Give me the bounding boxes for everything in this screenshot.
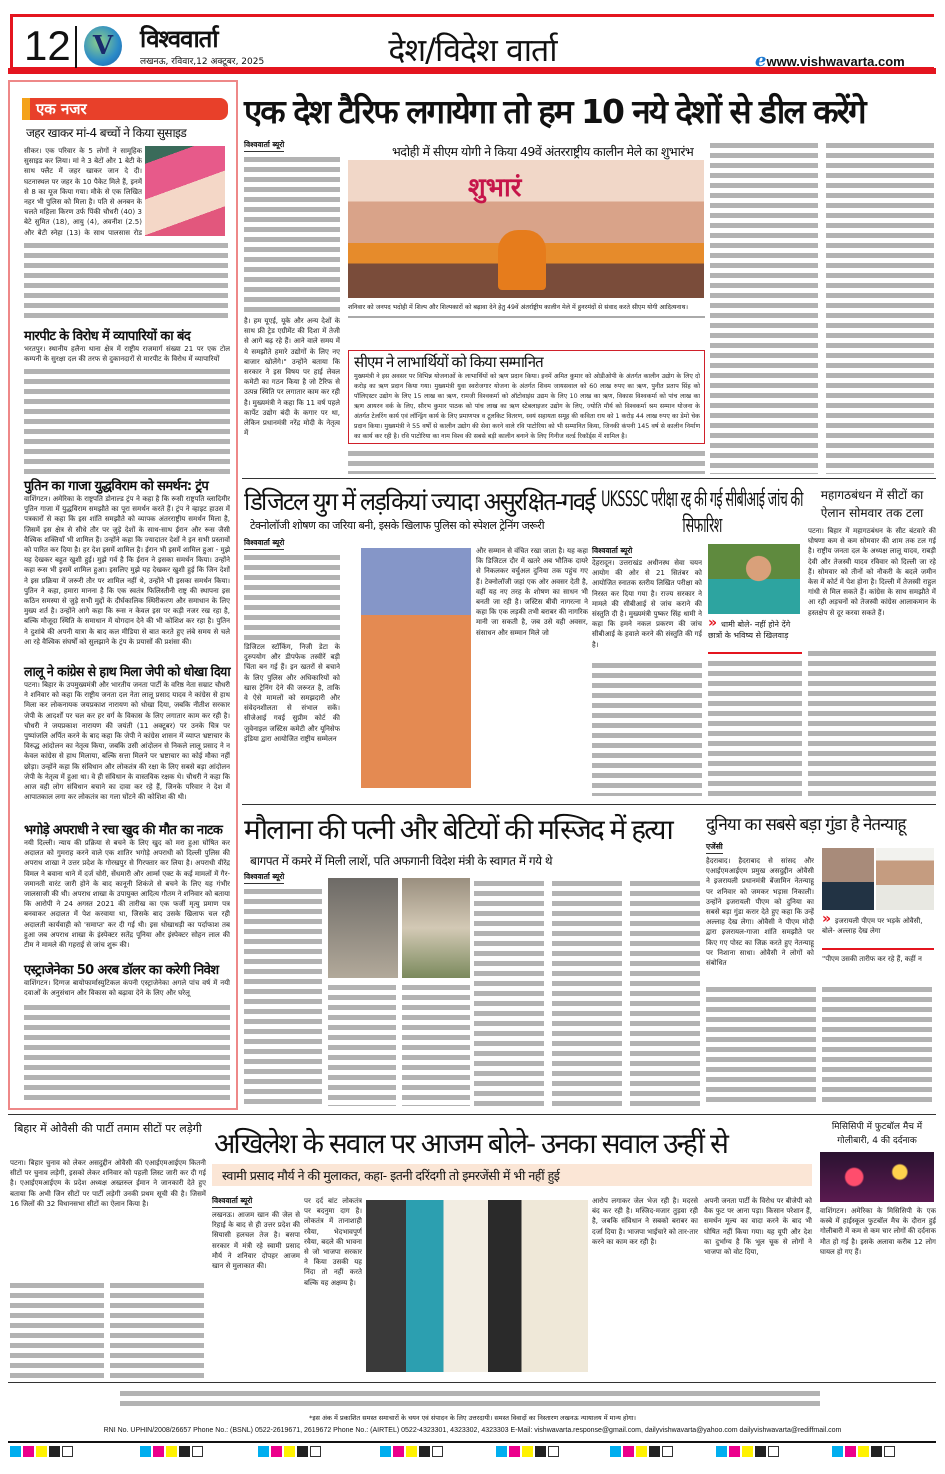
divider (8, 1441, 936, 1443)
divider (242, 804, 936, 805)
color-registration-marks (258, 1446, 321, 1460)
byline: विश्ववार्ता ब्यूरो (244, 872, 284, 884)
section-title: देश/विदेश वार्ता (388, 31, 557, 69)
owaisi-bihar-body: पटना। बिहार चुनाव को लेकर असदुद्दीन ओवैसी की एआईएमआईएम कितनी सीटों पर चुनाव लड़ेगी, इसको लेकर शनिवार को पहली लिस्ट जारी कर दी गई है। एआईएमआईएम के प्रदेश अध्यक्ष अख्तरुल ईमान ने जानकारी देते हुए बताया कि अभी जिन सीटों पर पार्टी लड़ेगी उनकी प्रथम सूची की है। जिसमें 16 जिलों की 32 विधानसभा सीटों का ऐलान किया है। (10, 1159, 206, 1208)
pull-quote (708, 618, 802, 650)
byline: विश्ववार्ता ब्यूरो (244, 538, 284, 550)
cji-gavai-photo (361, 548, 471, 788)
azam-body: पर दर्द बांट लोकतंत्र पर बदनुमा दाग है। लोकतंत्र में तानाशाही रवैया, भेदभावपूर्ण रवैया, बदले की भावना से जो भाजपा सरकार ने किया उसकी यह निंदा तो नहीं करते बल्कि यह अक्षम्य है। (304, 1197, 362, 1287)
mississippi-headline: मिसिसिपी में फुटबॉल मैच में गोलीबारी, 4 की दर्दनाक (831, 1122, 923, 1146)
maulana-body (244, 886, 322, 1106)
color-registration-marks (610, 1446, 673, 1460)
story-body-continued (24, 1002, 230, 1104)
story-body: वाशिंगटन। अमेरिका के राष्ट्रपति डोनाल्ड ट्रंप ने कहा है कि रूसी राष्ट्रपति व्लादिमीर पुतिन गाजा में युद्धविराम समझौते का पूरा समर्थन करते हैं। ट्रंप ने व्हाइट हाउस में पत्रकारों से कहा कि इस शांति समझौते को व्यापक अंतरराष्ट्रीय समर्थन मिला है, जिसमें इस क्षेत्र से सीधे तौर पर जुड़े देशों के साथ-साथ ईरान और रूस जैसी वैश्विक शक्तियाँ भी शामिल हैं। उन्होंने कहा कि ज्यादातर देशों ने इन सभी प्रस्तावों को पारित कर दिया है। हर देश इसमें शामिल है। ईरान भी इसमें शामिल हुआ - मुझे यह देखकर बहुत खुशी हुई। मुझे गर्व है कि ईरान ने इसका समर्थन किया। उन्होंने कहा रूस भी इसमें शामिल हुआ। इसलिए मुझे यह देखकर खुशी हुई कि जिन देशों ने इस प्रक्रिया में जरूरी तौर पर शामिल नहीं थे, उन्होंने भी इसका समर्थन किया। पुतिन ने कहा, हमारा मानना है कि एक स्वतंत्र फिलिस्तीनी राष्ट्र की स्थापना इस कठिन समस्या से जुड़े सभी मुद्दों के दीर्घकालिक स्थिरीकरण और समाधान के लिए मुख्य शर्त है। उन्होंने आगे कहा कि रूस न केवल इस पर कड़ी नजर रख रहा है, बल्कि मौजूदा स्थिति के समाधान में योगदान देने की भी कोशिश कर रहा है। पुतिन ने दुशांबे की अपनी यात्रा के बाद कल मीडिया से बात करते हुए लंबे समय से चले आ रहे वैश्विक संघर्षों को सुलझाने के ट्रंप के प्रयासों की प्रशंसा की। (24, 495, 230, 646)
lead-headline: एक देश टैरिफ लगायेगा तो हम 10 नये देशों से डील करेंगे (244, 92, 865, 131)
ukssc-body (592, 660, 702, 796)
byline: विश्ववार्ता ब्यूरो (592, 546, 632, 558)
ek-nazar-label: एक नजर (22, 98, 228, 120)
color-registration-marks (832, 1446, 895, 1460)
imprint-line (120, 1388, 820, 1406)
police-scene-photo (328, 878, 398, 978)
story-body: सीकर। एक परिवार के 5 लोगों ने सामूहिक सुसाइड कर लिया। मां ने 3 बेटों और 1 बेटी के साथ फ्लैट में जहर खाकर जान दे दी। घटनास्थल पर जहर के 10 पैकेट मिले हैं, इनमें से 8 का यूज किया गया। मौके से एक लिखित नहर भी पुलिस को मिला है। पति से अनबन के चलते महिला किरण उर्फ पिंकी चौधरी (40) 3 बेटे सुमित (18), आयु (4), अवनीश (2.5) और बेटी स्नेहा (13) के साथ पालसास रोड (24, 147, 142, 237)
story-body: भरतपुर। स्थानीय हलैना थाना क्षेत्र में राष्ट्रीय राजमार्ग संख्या 21 पर एक टोल कम्पनी के सुरक्षा दल की तरफ से दुकानदारों से मारपीट के विरोध में व्यापारियों (24, 345, 230, 364)
color-registration-marks (380, 1446, 443, 1460)
mississippi-body: वाशिंगटन। अमेरिका के मिसिसिपी के एक कस्बे में हाईस्कूल फुटबॉल मैच के दौरान हुई गोलीबारी में कम से कम चार लोगों की दर्दनाक मौत हो गई है। इसके अलावा करीब 12 लोग घायल हो गए हैं। (820, 1207, 936, 1256)
divider (348, 316, 705, 318)
dateline: लखनऊ, रविवार,12 अक्टूबर, 2025 (140, 57, 265, 67)
maulana-body (474, 878, 700, 1106)
mahagathbandhan-body (808, 648, 936, 796)
cm-dhami-photo (708, 544, 800, 614)
netanyahu-body: हैदराबाद। हैदराबाद से सांसद और एआईएमआईएम प्रमुख असदुद्दीन ओवैसी ने इजरायली प्रधानमंत्री बेंजामिन नेतन्याहू पर शनिवार को जमकर भड़ास निकाली। उन्होंने इजरायली पीएम को दुनिया का सबसे बड़ा गुंडा करार देते हुए कहा कि उन्हें अल्लाह देख लेगा। ओवैसी ने पीएम मोदी द्वारा इजरायल-गाजा शांति समझौते पर किए गए पोस्ट का जिक्र करते हुए नेतन्याहू पर निशाना साधा। ओवैसी ने लोगों को संबोधित (706, 857, 814, 968)
color-registration-marks (140, 1446, 203, 1460)
netanyahu-body (706, 984, 936, 1106)
digital-body: डिजिटल स्टॉकिंग, निजी डेटा के दुरुपयोग और डीपफेक तस्वीरें बड़ी चिंता बन गई हैं। इन खतरों से बचाने के लिए पुलिस और अधिकारियों को खास ट्रेनिंग देने की जरूरत है, ताकि वे ऐसे मामलों को समझदारी और संवेदनशीलता से संभाल सकें। सीजेआई गवई सुप्रीम कोर्ट की जुवेनाइल जस्टिस कमेटी और यूनिसेफ इंडिया द्वारा आयोजित राष्ट्रीय सम्मेलन (244, 643, 340, 743)
lead-body (244, 154, 340, 314)
netanyahu-headline: दुनिया का सबसे बड़ा गुंडा है नेतन्याहू (706, 815, 906, 835)
story-headline: पुतिन का गाजा युद्धविराम को समर्थन: ट्रंप (24, 479, 209, 494)
ukssc-headline-box (600, 486, 804, 540)
website-link[interactable]: ewww.vishwavarta.com (755, 50, 905, 71)
divider (822, 948, 934, 950)
divider (8, 1114, 936, 1115)
byline: विश्ववार्ता ब्यूरो (244, 140, 284, 152)
paper-name: विश्ववार्ता (140, 25, 218, 53)
maulana-headline: मौलाना की पत्नी और बेटियों की मस्जिद में हत्या (244, 813, 672, 846)
story-body-continued (24, 240, 228, 322)
shooting-scene-photo (820, 1152, 934, 1202)
box-body: मुख्यमंत्री ने इस अवसर पर विभिन्न योजनाओं के लाभार्थियों को ऋण प्रदान किया। इनमें अमित कुमार को ओडीओपी के अंतर्गत कालीन उद्योग के लिए दो करोड़ का ऋण प्रदान किया गया। मुख्यमंत्री युवा स्वरोजगार योजना के अंतर्गत शिवम जायसवाल को 60 लाख रुपए का ऋण, पुनीत प्रताप सिंह को पॉलिएस्टर उद्योग के लिए 15 लाख का ऋण, रामजी विश्वकर्मा को ऑटोवाइंस उद्यम के लिए 10 लाख का ऋण, विकास विश्वकर्मा को पांच लाख का ऋण आयरन वर्क के लिए, सौरभ कुमार पाठक को पांच लाख का ऋण स्टेबलाइजर उद्योग के लिए, ज्योति मौर्य को विश्वकर्मा श्रम सम्मान योजना के अंतर्गत टेलरिंग कार्य एवं लॉन्ड्रिंग कार्य के लिए प्रमाणपत्र व टूलकिट वितरण, स्वयं सहायता समूह की कविता राय को 1 करोड़ 44 लाख रुपए का डेमो चेक प्रदान किया। मुख्यमंत्री ने 55 वर्षों से कालीन उद्योग की सेवा करने वाले रवि पाटोरिया को भी सम्मानित किया, जिनकी कंपनी 145 वर्ष से कालीन निर्माण का कार्य कर रही है। रवि पाटोरिया का नाम विश्व की सबसे बड़ी कालीन बनाने के लिए गिनीज वर्ल्ड रिकॉर्ड्स में शामिल है। (354, 373, 700, 440)
imprint-disclaimer: *इस अंक में प्रकाशित समस्त समाचारों के चयन एवं संपादन के लिए उत्तरदायी। समस्त विवादों का निस्तारण लखनऊ न्यायालय में मान्य होगा। (309, 1414, 636, 1422)
photo-caption: शनिवार को जनपद भदोही में शिल्प और शिल्पकारों को बढ़ावा देने हेतु 49वें अंतर्राष्ट्रीय कालीन मेले में हुनरमंदों से संवाद करते सीएम योगी आदित्यनाथ। (348, 304, 688, 311)
netanyahu-photo (822, 848, 874, 910)
photo-banner-text: शुभारं (468, 173, 522, 203)
mahagathbandhan-headline: महागठबंधन में सीटों का ऐलान सोमवार तक टला (820, 488, 924, 520)
pull-quote-text: इजरायली पीएम पर भड़के ओवैसी, बोले- अल्लाह देख लेगा (822, 917, 923, 936)
browser-icon: e (755, 50, 767, 71)
pull-quote (822, 914, 936, 944)
ukssc-body: देहरादून। उत्तराखंड अधीनस्थ सेवा चयन आयोग की ओर से 21 सितंबर को आयोजित स्नातक स्तरीय लिखित परीक्षा को निरस्त कर दिया गया है। राज्य सरकार ने मामले की सीबीआई से जांच कराने की संस्तुति दी है। मुख्यमंत्री पुष्कर सिंह धामी ने कहा कि हमने नकल प्रकरण की जांच सीबीआई के हवाले करने की संस्तुति की गई है। (592, 559, 702, 649)
color-registration-marks (716, 1446, 779, 1460)
owaisi-bihar-headline: बिहार में ओवैसी की पार्टी तमाम सीटों पर लड़ेगी (14, 1122, 202, 1135)
owaisi-photo (876, 848, 934, 910)
quote-marker-icon: » (708, 618, 718, 631)
digital-body (244, 552, 340, 640)
imprint-contact: RNI No. UPHIN/2008/26657 Phone No.: (BSNL) 0522-2619671, 2619672 Phone No.: (AIRTEL) 0522-4323301, 4323302, 4323303 E-Mail: vishwavarta.response@gmail.com, dailyvishwavarta@yahoo.com dailyvishwavarta@rediffmail.com (103, 1427, 842, 1434)
digital-deck: टेक्नोलॉजी शोषण का जरिया बनी, इसके खिलाफ पुलिस को स्पेशल ट्रेनिंग जरूरी (250, 519, 545, 532)
ukssc-headline: UKSSSC परीक्षा रद्द की गई सीबीआई जांच की सिफारिश (601, 487, 803, 537)
lead-body (348, 448, 705, 474)
box-headline: सीएम ने लाभार्थियों को किया सम्मानित (354, 353, 543, 371)
maulana-deck: बागपत में कमरे में मिली लाशें, पति अफगानी विदेश मंत्री के स्वागत में गये थे (250, 854, 553, 868)
pull-quote-text: धामी बोले- नहीं होने देंगे छात्रों के भविष्य से खिलवाड़ (708, 620, 791, 640)
quote-start-text: "पीएम उसकी तारीफ कर रहे हैं, कहीं न (822, 955, 922, 963)
lead-body: है। हम यूएई, यूके और अन्य देशों के साथ फ्री ट्रेड एग्रीमेंट की दिशा में तेजी से आगे बढ़ रहे हैं। आने वाले समय में ये समझौते हमारे उद्योगों के लिए नए बाजार खोलेंगे।" उन्होंने बताया कि सरकार ने इस विषय पर हाई लेवल कमेटी का गठन किया है जो टैरिफ से उत्पन्न स्थिति पर लगातार काम कर रही है। मुख्यमंत्री ने कहा कि 11 वर्ष पहले कार्पेट उद्योग बंदी के कगार पर था, लेकिन प्रधानमंत्री नरेंद्र मोदी के नेतृत्व में (244, 317, 340, 438)
azam-maurya-meeting-photo (366, 1200, 588, 1372)
cm-yogi-carpet-fair-photo (348, 160, 704, 298)
color-registration-marks (10, 1446, 73, 1460)
story-body: नयी दिल्ली। न्याय की प्रक्रिया से बचने के लिए खुद को मरा हुआ घोषित कर अदालत को गुमराह करने वाले एक शातिर भगोड़े अपराधी को दिल्ली पुलिस की अपराध शाखा ने उत्तर प्रदेश के गोरखपुर से गिरफ्तार कर लिया है। अपराधी वीरेंद्र विमल ने बवाना थाने में दर्ज चोरी, सेंधमारी और आर्म्स एक्ट के कई मामलों में गैर-जमानती वारंट जारी होने के बाद कानूनी शिकंजे से बचने के लिए यह गंभीर जालसाजी की थी। अपराध शाखा के उपायुक्त आदित्य गौतम ने शनिवार को बताया कि आरोपी ने 24 अगस्त 2021 की तारीख का एक फर्जी मृत्यु प्रमाण पत्र बनवाकर अदालत में पेश करवाया था, जिसके बाद उसके खिलाफ चल रही अदालती कार्यवाही को 'समाप्त' कर दी गई थी। इस धोखाधड़ी का पर्दाफाश तब हुआ जब अपराध शाखा के इंस्पेक्टर सतेंद्र पूनिया और इंस्पेक्टर सोहन लाल की टीम ने मामले की गहराई से जांच शुरू की। (24, 839, 230, 950)
digital-headline: डिजिटल युग में लड़कियां ज्यादा असुरक्षित-गवई (244, 487, 594, 516)
divider (708, 652, 802, 654)
story-headline: एस्ट्राजेनेका 50 अरब डॉलर का करेगी निवेश (24, 963, 219, 978)
quote-marker-icon: » (822, 914, 832, 927)
mahagathbandhan-body: पटना। बिहार में महागठबंधन के सीट बंटवारे की घोषणा कम से कम सोमवार की शाम तक टल गई है। राष्ट्रीय जनता दल के अध्यक्ष लालू यादव, राबड़ी देवी और तेजस्वी यादव रविवार को दिल्ली जा रहे हैं। सोमवार को तीनों को नौकरी के बदले जमीन केस में कोर्ट में पेश होना है। दिल्ली में तेजस्वी राहुल गांधी से मिल सकते हैं। कांग्रेस के साथ समझौते में आ रही अड़चनों को तेजस्वी कांग्रेस आलाकमान के हस्तक्षेप से दूर करवा सकते हैं। (808, 527, 936, 617)
mosque-scene-photo (402, 878, 470, 978)
azam-body: आरोप लगाकर जेल भेज रही है। मदरसे बंद कर रही है। मस्जिद-मजार तुड़वा रही है, जबकि संविधान ने सबको बराबर का दर्जा दिया है। भाजपा भाईचारे को तार-तार करने का काम कर रही है। (592, 1197, 698, 1246)
story-headline: जहर खाकर मां-4 बच्चों ने किया सुसाइड (26, 126, 187, 140)
azam-body: अपनी जनता पार्टी के विरोध पर बीजेपी को वैक फुट पर आना पड़ा। किसान परेशान हैं, समर्थन मूल्य का वादा करने के बाद भी घोषित नहीं किया गया। यह यूपी और देश का दुर्भाग्य है कि भूल चूक से लोगों ने भाजपा को वोट दिया, (704, 1197, 812, 1257)
color-registration-marks (496, 1446, 559, 1460)
story-body-continued (24, 366, 230, 474)
story-headline: मारपीट के विरोध में व्यापारियों का बंद (24, 329, 191, 344)
digital-body: और सम्मान से वंचित रखा जाता है। यह कहा कि डिजिटल दौर में खतरे अब भौतिक दायरे से निकलकर वर्चुअल दुनिया तक पहुंच गए हैं। टेक्नोलॉजी जहां एक ओर अवसर देती है, वहीं यह नए तरह के शोषण का साधन भी बनती जा रही है। जस्टिस बीवी नागरत्ना ने कहा कि एक लड़की तभी बराबर की नागरिक मानी जा सकती है, जब उसे वही अवसर, संसाधन और सम्मान मिले जो (476, 547, 588, 637)
byline: एजेंसी (706, 842, 723, 854)
quote-start (822, 954, 936, 966)
newspaper-logo-icon: V (84, 26, 122, 66)
ukssc-body (708, 658, 802, 796)
lead-deck: भदोही में सीएम योगी ने किया 49वें अंतरराष्ट्रीय कालीन मेले का शुभारंभ (392, 144, 694, 159)
page-number: 12 (24, 22, 71, 69)
story-headline: भगोड़े अपराधी ने रचा खुद की मौत का नाटक (24, 823, 223, 838)
divider (242, 478, 936, 479)
story-body: पटना। बिहार के उपमुख्यमंत्री और भारतीय जनता पार्टी के वरिष्ठ नेता सम्राट चौधरी ने शनिवार को कहा कि राष्ट्रीय जनता दल नेता लालू प्रसाद यादव ने कांग्रेस से हाथ मिला कर लोकनायक जयप्रकाश नारायण को धोखा दिया, जबकि नीतीश सरकार जेपी के आदर्शों पर चल कर हर वर्ग के विकास के लिए लगातार काम कर रही है। चौधरी ने जयप्रकाश नारायण की जयंती (11 अक्टूबर) पर उनके चित्र पर पुष्पांजलि अर्पित करने के बाद कहा कि जेपी ने कांग्रेस शासन में व्याप्त भ्रष्टाचार के विरुद्ध आंदोलन का नेतृत्व किया, जबकि उसी आंदोलन से निकले लालू प्रसाद ने न केवल कांग्रेस से हाथ मिलाया, बल्कि सत्ता मिलने पर भ्रष्टाचार का कोई मौका नहीं छोड़ा। उन्होंने कहा कि संविधान और लोकतंत्र की रक्षा के लिए सबसे बड़ा आंदोलन जेपी के नेतृत्व में हुआ था। वे ही संविधान के वास्तविक रक्षक थे। चौधरी ने कहा कि आज वही लोग संविधान बचाने का दावा कर रहे हैं, जिनके परिवार ने देश में आपातकाल लगा कर लोकतंत्र का गला घोंटने की कोशिश की थी। (24, 681, 230, 802)
azam-deck: स्वामी प्रसाद मौर्य ने की मुलाकत, कहा- इतनी दरिंदगी तो इमरजेंसी में भी नहीं हुई (222, 1168, 560, 1183)
woman-photo (145, 146, 225, 236)
azam-body: लखनऊ। आजम खान की जेल से रिहाई के बाद से ही उत्तर प्रदेश की सियासी हलचल तेज है। बसपा सरकार में मंत्री रहे स्वामी प्रसाद मौर्य ने शनिवार दोपहर आजम खान से मुलाकात की। (212, 1211, 300, 1271)
byline: विश्ववार्ता ब्यूरो (212, 1196, 252, 1208)
story-headline: लालू ने कांग्रेस से हाथ मिला जेपी को धोखा दिया (24, 665, 230, 680)
story-body: वाशिंगटन। दिग्गज बायोफार्मास्युटिकल कंपनी एस्ट्राजेनेका अगले पांच वर्ष में नयी दवाओं के अनुसंधान और विकास को बढ़ावा देने के लिए और घरेलू (24, 979, 230, 998)
divider (8, 1382, 936, 1383)
owaisi-bihar-body (10, 1280, 206, 1380)
photo-figure (498, 230, 546, 290)
azam-headline: अखिलेश के सवाल पर आजम बोले- उनका सवाल उन्हीं से (214, 1127, 727, 1160)
maulana-body (328, 982, 470, 1106)
lead-body-right (710, 140, 935, 474)
